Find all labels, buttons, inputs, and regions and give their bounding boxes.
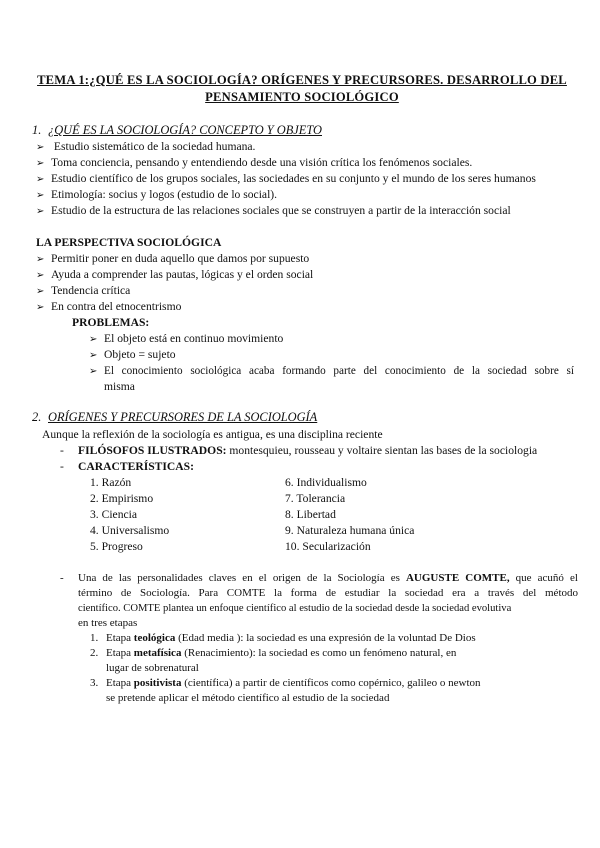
caracteristica-item: 5. Progreso [90, 540, 143, 553]
comte-line-2: término de Sociología. Para COMTE la forma de estudiar la sociedad era a través del método [78, 587, 578, 599]
arrow-bullet-icon: ➢ [36, 302, 45, 313]
bullet-text: Ayuda a comprender las pautas, lógicas y el orden social [51, 268, 314, 281]
comte-line-1 [78, 571, 578, 586]
arrow-bullet-icon: ➢ [36, 206, 45, 217]
caracteristica-item: 3. Ciencia [90, 508, 138, 521]
section1-heading [32, 123, 322, 138]
section1-bullet [36, 171, 536, 187]
perspectiva-bullet [36, 299, 181, 315]
caracteristica-item: 2. Empirismo [90, 492, 154, 505]
etapa-number: 1. [90, 632, 99, 644]
etapa-number: 2. [90, 647, 99, 659]
problema-item [89, 331, 283, 347]
caracteristica-item: 8. Libertad [285, 508, 336, 521]
section2-heading-text: ORÍGENES Y PRECURSORES DE LA SOCIOLOGÍA [48, 410, 318, 424]
bullet-text: Estudio sistemático de la sociedad humana. [51, 140, 256, 153]
caracteristica-item: 6. Individualismo [285, 476, 367, 489]
filosofos-text: montesquieu, rousseau y voltaire sientan las bases de la sociologia [226, 444, 538, 457]
caracteristica-item: 1. Razón [90, 476, 132, 489]
filosofos-line [60, 443, 537, 458]
section1-number: 1. [32, 123, 42, 137]
bullet-text: Tendencia crítica [51, 284, 131, 297]
etapa-name: teológica [133, 632, 176, 644]
etapa-text: (Edad media ): la sociedad es una expresión de la voluntad De Dios [175, 632, 476, 644]
caracteristica-item: 10. Secularización [285, 540, 371, 553]
etapa-name: positivista [133, 677, 182, 689]
dash-bullet-icon: - [60, 444, 64, 457]
comte-text: que acuñó el [509, 572, 578, 584]
etapa-name: metafísica [133, 647, 182, 659]
problema-continuation: misma [104, 380, 135, 393]
section1-bullet [36, 155, 472, 171]
problema-text: El objeto está en continuo movimiento [104, 332, 284, 345]
section2-intro: Aunque la reflexión de la sociología es antigua, es una disciplina reciente [42, 428, 383, 441]
problema-text: El conocimiento sociológica acaba formando parte del conocimiento de la sociedad sobre sí [104, 365, 574, 377]
arrow-bullet-icon: ➢ [89, 366, 98, 377]
etapa-text: (científica) a partir de científicos como copérnico, galileo o newton [181, 677, 481, 689]
section1-bullet [36, 139, 255, 155]
comte-name: AUGUSTE COMTE, [405, 572, 510, 584]
arrow-bullet-icon: ➢ [89, 350, 98, 361]
comte-line-3: científico. COMTE plantea un enfoque científico al estudio de la sociedad desde la sociedad evolutiva [78, 603, 512, 614]
section1-bullet [36, 203, 511, 219]
etapa-text: Etapa [106, 647, 134, 659]
section1-heading-text: ¿QUÉ ES LA SOCIOLOGÍA? CONCEPTO Y OBJETO [48, 123, 322, 137]
title-line-2: PENSAMIENTO SOCIOLÓGICO [205, 90, 399, 104]
bullet-text: Toma conciencia, pensando y entendiendo desde una visión crítica los fenómenos sociales. [51, 156, 473, 169]
title-line-1: TEMA 1:¿QUÉ ES LA SOCIOLOGÍA? ORÍGENES Y PRECURSORES. DESARROLLO DEL [37, 73, 567, 87]
document-title [28, 72, 576, 106]
perspectiva-bullet [36, 251, 309, 267]
problema-text: Objeto = sujeto [104, 348, 176, 361]
etapa-continuation: lugar de sobrenatural [106, 662, 199, 674]
perspectiva-bullet [36, 267, 313, 283]
section2-number: 2. [32, 410, 42, 424]
dash-bullet-icon: - [60, 460, 64, 473]
bullet-text: Estudio científico de los grupos sociales, las sociedades en su conjunto y el mundo de los seres humanos [51, 172, 536, 185]
bullet-text: En contra del etnocentrismo [51, 300, 182, 313]
bullet-text: Etimología: socius y logos (estudio de lo social). [51, 188, 278, 201]
bullet-text: Estudio de la estructura de las relaciones sociales que se construyen a partir de la interacción social [51, 204, 511, 217]
etapa-item [90, 676, 481, 691]
section2-heading [32, 410, 317, 425]
etapa-number: 3. [90, 677, 99, 689]
arrow-bullet-icon: ➢ [36, 158, 45, 169]
arrow-bullet-icon: ➢ [36, 174, 45, 185]
problema-item [89, 347, 176, 363]
etapa-text: Etapa [106, 632, 134, 644]
comte-line-4: en tres etapas [78, 617, 138, 629]
caracteristicas-line [60, 459, 194, 474]
caracteristica-item: 9. Naturaleza humana única [285, 524, 415, 537]
comte-text: Una de las personalidades claves en el origen de la Sociología es [78, 572, 406, 584]
etapa-text: Etapa [106, 677, 134, 689]
section1-bullet [36, 187, 277, 203]
comte-dash: - [60, 572, 64, 584]
arrow-bullet-icon: ➢ [36, 286, 45, 297]
problemas-heading: PROBLEMAS: [72, 316, 150, 329]
etapa-text: (Renacimiento): la sociedad es como un fenómeno natural, en [181, 647, 457, 659]
perspectiva-bullet [36, 283, 130, 299]
arrow-bullet-icon: ➢ [36, 270, 45, 281]
filosofos-label: FILÓSOFOS ILUSTRADOS: [78, 444, 227, 457]
problema-item [89, 363, 574, 379]
arrow-bullet-icon: ➢ [36, 142, 45, 153]
caracteristica-item: 4. Universalismo [90, 524, 170, 537]
caracteristica-item: 7. Tolerancia [285, 492, 346, 505]
etapa-item [90, 631, 476, 646]
arrow-bullet-icon: ➢ [89, 334, 98, 345]
caracteristicas-label: CARACTERÍSTICAS: [78, 460, 194, 473]
etapa-continuation: se pretende aplicar el método científico al estudio de la sociedad [106, 692, 390, 704]
etapa-item [90, 646, 456, 661]
perspectiva-heading: LA PERSPECTIVA SOCIOLÓGICA [36, 236, 222, 249]
bullet-text: Permitir poner en duda aquello que damos por supuesto [51, 252, 310, 265]
arrow-bullet-icon: ➢ [36, 190, 45, 201]
arrow-bullet-icon: ➢ [36, 254, 45, 265]
